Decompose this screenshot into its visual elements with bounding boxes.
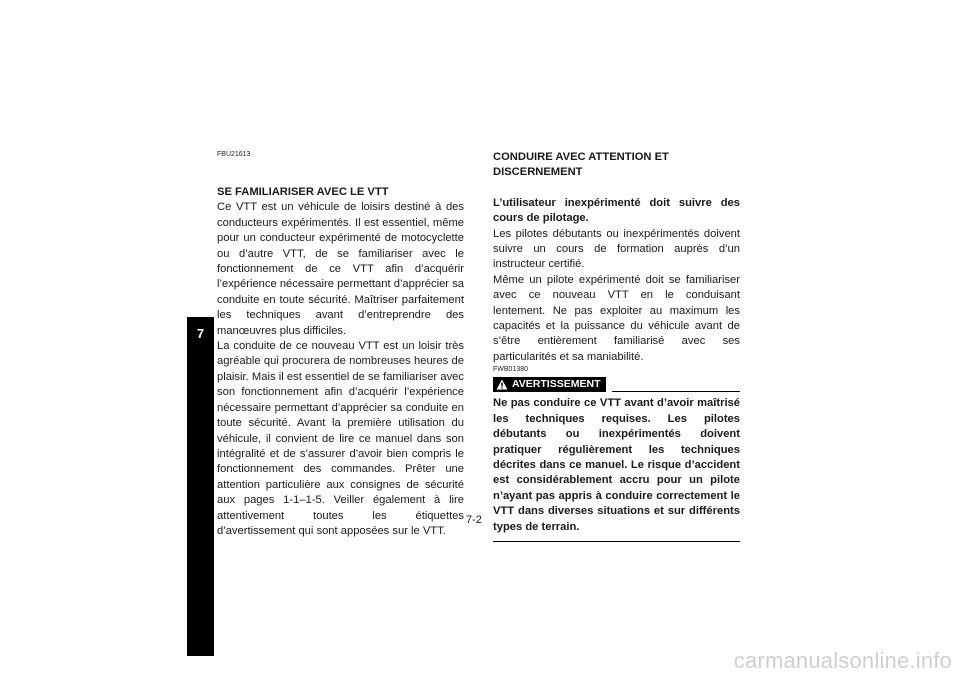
warning-triangle-icon xyxy=(496,379,508,390)
warning-code: FWB01380 xyxy=(493,366,529,374)
right-column xyxy=(493,150,740,542)
section-code: FBU21613 xyxy=(217,151,251,158)
warning-rule xyxy=(612,391,740,392)
warning-badge xyxy=(493,377,606,392)
warning-header xyxy=(493,375,740,392)
warning-label: AVERTISSEMENT xyxy=(512,378,601,391)
chapter-tab xyxy=(187,317,214,656)
paragraph: Ce VTT est un véhicule de loisirs destiné à des conducteurs expérimentés. Il est essentiel, même pour un conducteur expérimenté de motocyclette ou d’autre VTT, de se familiariser avec le fonctionnement de ce VTT afin d’acquérir l’expérience nécessaire permettant d’apprécier sa conduite en toute sécurité. Maîtriser parfaitement les techniques avant d’entreprendre des manœuvres plus difficiles. xyxy=(217,201,464,337)
paragraph: Les pilotes débutants ou inexpérimentés doivent suivre un cours de formation auprès d’un instructeur certifié. xyxy=(493,227,740,271)
watermark: carmanualsonline.info xyxy=(733,648,952,673)
chapter-tab-number: 7 xyxy=(196,326,205,341)
subheading: L’utilisateur inexpérimenté doit suivre des cours de pilotage. xyxy=(493,196,740,225)
warning-end-rule xyxy=(493,541,740,542)
left-column xyxy=(217,150,464,539)
warning-text: Ne pas conduire ce VTT avant d’avoir maîtrisé les techniques requises. Les pilotes débutants ou inexpérimentés doivent pratiquer régulièrement les techniques décrites dans ce manuel. Le risque d’accident est considérablement accru pour un pilote n’ayant pas appris à conduire correctement le VTT dans diverses situations et sur différents types de terrain. xyxy=(493,397,740,533)
page-number: 7-2 xyxy=(466,514,482,526)
paragraph: La conduite de ce nouveau VTT est un loisir très agréable qui procurera de nombreuses heures de plaisir. Mais il est essentiel de se familiariser avec son fonctionnement afin d’acquérir l’expérience nécessaire permettant d’apprécier sa conduite en toute sécurité. Avant la première utilisation du véhicule, il convient de lire ce manuel dans son intégralité et de s’assurer d’avoir bien compris le fonctionnement des commandes. Prêter une attention particulière aux consignes de sécurité aux pages 1-1–1-5. Veiller également à lire attentivement toutes les étiquettes d’avertissement qui sont apposées sur le VTT. xyxy=(217,340,464,537)
section-heading: CONDUIRE AVEC ATTENTION ET DISCERNEMENT xyxy=(493,151,669,179)
section-heading: SE FAMILIARISER AVEC LE VTT xyxy=(217,186,389,198)
paragraph: Même un pilote expérimenté doit se familiariser avec ce nouveau VTT en le conduisant lentement. Ne pas exploiter au maximum les capacités et la puissance du véhicule avant de s’être entièrement familiarisé avec ses particularités et sa maniabilité. xyxy=(493,273,740,363)
